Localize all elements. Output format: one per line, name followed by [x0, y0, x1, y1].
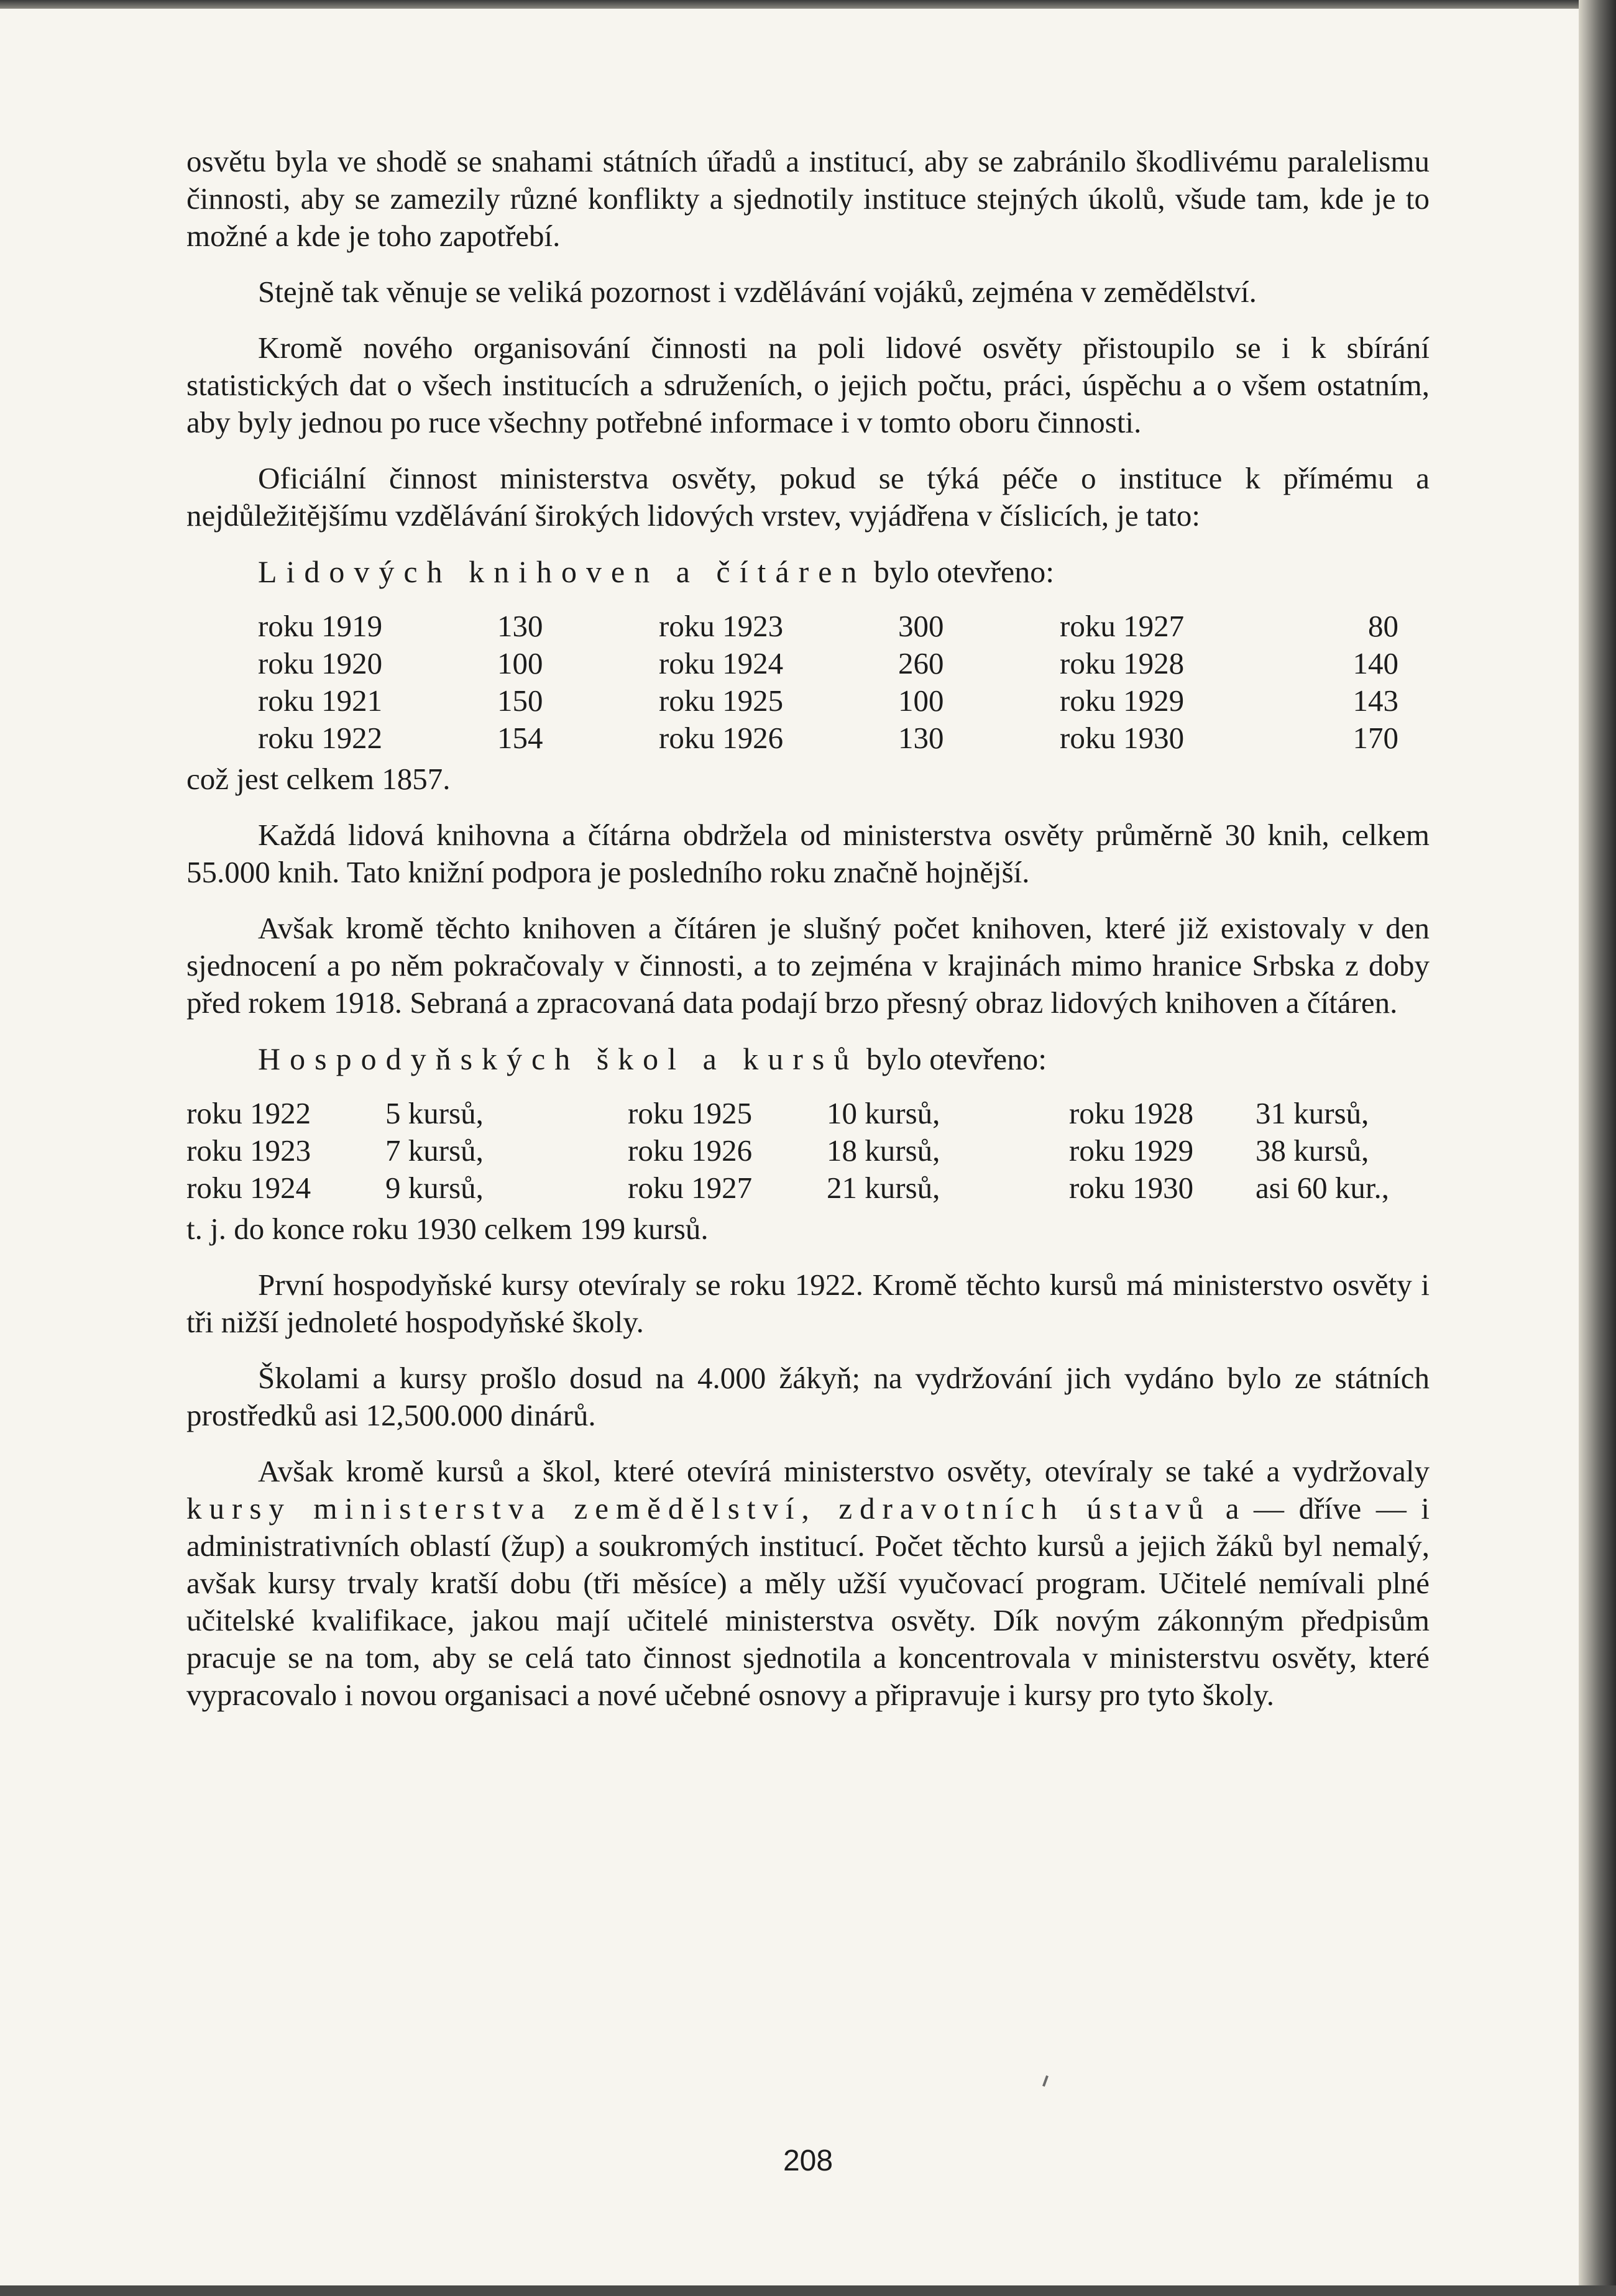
paragraph-3: Kromě nového organisování činnosti na poli lidové osvěty přistoupilo se i k sbírání statistických dat o všech institucích a sdruženích, o jejich počtu, práci, úspěchu a o všem ostatním, aby byly jednou po ruce všechny potřebné informace i v tomto oboru činnosti.: [186, 331, 1430, 439]
count-cell: 130: [898, 721, 944, 755]
count-cell: 10 kursů,: [827, 1096, 940, 1130]
courses-heading-rest: bylo otevřeno:: [866, 1041, 1047, 1076]
count-cell: 21 kursů,: [827, 1171, 940, 1205]
table-row: [186, 1095, 1389, 1132]
year-cell: roku 1921: [258, 684, 383, 718]
year-cell: roku 1929: [1069, 1133, 1194, 1168]
count-cell: 300: [898, 609, 944, 643]
year-cell: roku 1924: [186, 1171, 311, 1205]
paragraph-5: Každá lidová knihovna a čítárna obdržela od ministerstva osvěty průměrně 30 knih, celkem 55.000 knih. Tato knižní podpora je posledního roku značně hojnější.: [186, 818, 1430, 889]
libraries-total: což jest celkem 1857.: [186, 762, 451, 796]
courses-total: t. j. do konce roku 1930 celkem 199 kursů.: [186, 1212, 709, 1246]
paragraph-4: Oficiální činnost ministerstva osvěty, pokud se týká péče o instituce k přímému a nejdůležitějšímu vzdělávání širokých lidových vrstev, vyjádřena v číslicích, je tato:: [186, 461, 1430, 533]
count-cell: 260: [898, 646, 944, 680]
table-row: [186, 1169, 1389, 1207]
year-cell: roku 1926: [628, 1133, 753, 1168]
libraries-heading: [258, 553, 1430, 590]
count-cell: 154: [497, 721, 543, 755]
count-cell: 18 kursů,: [827, 1133, 940, 1168]
count-cell: 5 kursů,: [385, 1096, 484, 1130]
count-cell: 9 kursů,: [385, 1171, 484, 1205]
year-cell: roku 1923: [659, 609, 784, 643]
paragraph-9-part-a: Avšak kromě kursů a škol, které otevírá ministerstvo osvěty, otevíraly se také a vydržovaly: [258, 1454, 1430, 1488]
count-cell: 80: [1368, 609, 1398, 643]
year-cell: roku 1928: [1060, 646, 1185, 680]
year-cell: roku 1929: [1060, 684, 1185, 718]
year-cell: roku 1927: [1060, 609, 1185, 643]
libraries-table: [258, 608, 1398, 757]
paragraph-9-part-b: a — dříve — i administrativních oblastí (žup) a soukromých institucí. Počet těchto kursů a jejich žáků byl nemalý, avšak kursy trvaly kratší dobu (tři měsíce) a měly užší vyučovací program. Učitelé nemívali plné učitelské kvalifikace, jakou mají učitelé ministerstva osvěty. Dík novým zákonným předpisům pracuje se na tom, aby se celá tato činnost sjednotila a koncentrovala v ministerstvu osvěty, které vypracovalo i novou organisaci a nové učebné osnovy a připravuje i kursy pro tyto školy.: [186, 1491, 1430, 1712]
year-cell: roku 1922: [258, 721, 383, 755]
courses-heading-spaced: Hospodyňských škol a kursů: [258, 1041, 859, 1076]
scan-top-edge: [0, 0, 1616, 9]
count-cell: 143: [1352, 684, 1398, 718]
book-spine-edge: [1579, 0, 1616, 2296]
year-cell: roku 1925: [628, 1096, 753, 1130]
year-cell: roku 1927: [628, 1171, 753, 1205]
paragraph-6: Avšak kromě těchto knihoven a čítáren je slušný počet knihoven, které již existovaly v den sjednocení a po něm pokračovaly v činnosti, a to zejména v krajinách mimo hranice Srbska z doby před rokem 1918. Sebraná a zpracovaná data podají brzo přesný obraz lidových knihoven a čítáren.: [186, 911, 1430, 1020]
count-cell: 100: [898, 684, 944, 718]
table-row: [258, 608, 1398, 645]
table-row: [258, 720, 1398, 757]
table-row: [258, 645, 1398, 682]
paragraph-8: Školami a kursy prošlo dosud na 4.000 žákyň; na vydržování jich vydáno bylo ze státních prostředků asi 12,500.000 dinárů.: [186, 1361, 1430, 1432]
year-cell: roku 1928: [1069, 1096, 1194, 1130]
count-cell: 31 kursů,: [1256, 1096, 1369, 1130]
scan-bottom-edge: [0, 2285, 1616, 2296]
libraries-heading-spaced: Lidových knihoven a čítáren: [258, 554, 866, 589]
count-cell: 100: [497, 646, 543, 680]
courses-heading: [258, 1040, 1430, 1077]
page-number: 208: [783, 2144, 833, 2177]
year-cell: roku 1920: [258, 646, 383, 680]
page-body: [186, 143, 1430, 1732]
count-cell: 140: [1352, 646, 1398, 680]
courses-table: [186, 1095, 1389, 1207]
count-cell: 38 kursů,: [1256, 1133, 1369, 1168]
count-cell: 170: [1352, 721, 1398, 755]
year-cell: roku 1930: [1060, 721, 1185, 755]
paragraph-7: První hospodyňské kursy otevíraly se roku 1922. Kromě těchto kursů má ministerstvo osvěty i tři nižší jednoleté hospodyňské školy.: [186, 1268, 1430, 1339]
paragraph-1: osvětu byla ve shodě se snahami státních úřadů a institucí, aby se zabránilo škodlivému paralelismu činnosti, aby se zamezily různé konflikty a sjednotily instituce stejných úkolů, všude tam, kde je to možné a kde je toho zapotřebí.: [186, 144, 1430, 253]
table-row: [258, 682, 1398, 720]
paragraph-9: [186, 1453, 1430, 1714]
year-cell: roku 1925: [659, 684, 784, 718]
count-cell: 7 kursů,: [385, 1133, 484, 1168]
count-cell: 130: [497, 609, 543, 643]
year-cell: roku 1923: [186, 1133, 311, 1168]
paragraph-9-spaced: kursy ministerstva zemědělství, zdravotních ústavů: [186, 1491, 1211, 1525]
libraries-heading-rest: bylo otevřeno:: [873, 554, 1055, 589]
count-cell: 150: [497, 684, 543, 718]
paragraph-2: Stejně tak věnuje se veliká pozornost i vzdělávání vojáků, zejména v zemědělství.: [258, 275, 1257, 309]
year-cell: roku 1926: [659, 721, 784, 755]
year-cell: roku 1922: [186, 1096, 311, 1130]
year-cell: roku 1924: [659, 646, 784, 680]
table-row: [186, 1132, 1389, 1169]
year-cell: roku 1930: [1069, 1171, 1194, 1205]
count-cell: asi 60 kur.,: [1256, 1171, 1390, 1205]
year-cell: roku 1919: [258, 609, 383, 643]
